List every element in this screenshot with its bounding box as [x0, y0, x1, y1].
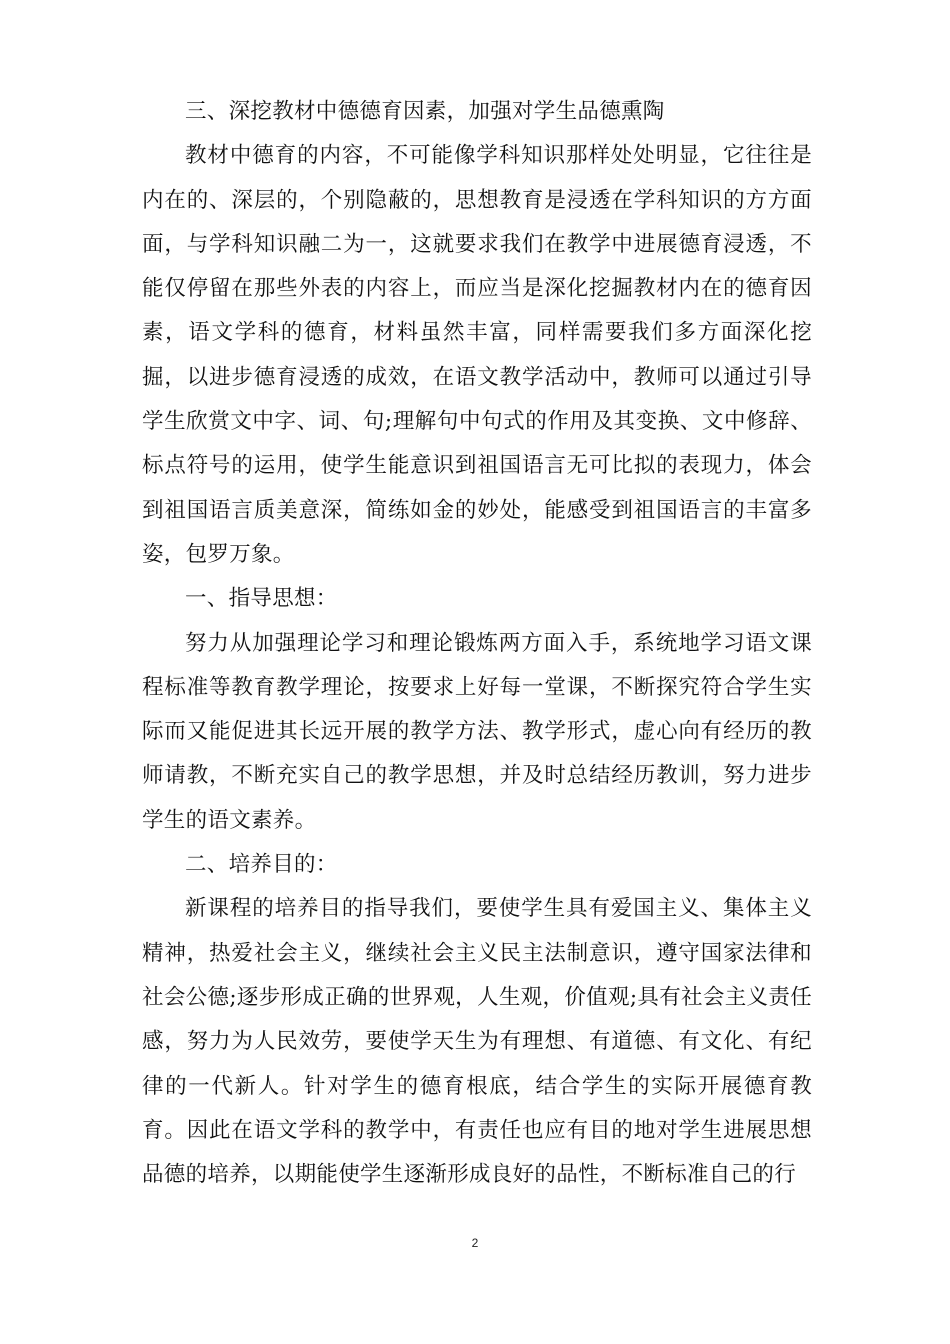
section-heading-guiding-thought: 一、指导思想：: [185, 586, 338, 612]
body-paragraph-guiding-thought: 努力从加强理论学习和理论锻炼两方面入手，系统地学习语文课程标准等教育教学理论，按要求上好每一堂课，不断探究符合学生实际而又能促进其长远开展的教学方法、教学形式，虚心向有经历的教师请教，不断充实自己的教学思想，并及时总结经历教训，努力进步学生的语文素养。: [142, 630, 812, 833]
page-number: 2: [471, 1236, 479, 1250]
body-paragraph-moral-education-content: 教材中德育的内容，不可能像学科知识那样处处明显，它往往是内在的、深层的，个别隐蔽的，思想教育是浸透在学科知识的方方面面，与学科知识融二为一，这就要求我们在教学中进展德育浸透，不能仅停留在那些外表的内容上，而应当是深化挖掘教材内在的德育因素，语文学科的德育，材料虽然丰富，同样需要我们多方面深化挖掘，以进步德育浸透的成效，在语文教学活动中，教师可以通过引导学生欣赏文中字、词、句;理解句中句式的作用及其变换、文中修辞、标点符号的运用，使学生能意识到祖国语言无可比拟的表现力，体会到祖国语言质美意深，简练如金的妙处，能感受到祖国语言的丰富多姿，包罗万象。: [142, 143, 812, 567]
section-heading-training-goal: 二、培养目的：: [185, 852, 338, 878]
document-body: [142, 90, 812, 1197]
body-paragraph-training-goal: 新课程的培养目的指导我们，要使学生具有爱国主义、集体主义精神，热爱社会主义，继续社会主义民主法制意识，遵守国家法律和社会公德;逐步形成正确的世界观，人生观，价值观;具有社会主义责任感，努力为人民效劳，要使学天生为有理想、有道德、有文化、有纪律的一代新人。针对学生的德育根底，结合学生的实际开展德育教育。因此在语文学科的教学中，有责任也应有目的地对学生进展思想品德的培养，以期能使学生逐渐形成良好的品性，不断标准自己的行: [142, 896, 812, 1188]
section-heading-deepen-moral-factors: 三、深挖教材中德德育因素，加强对学生品德熏陶: [185, 99, 665, 124]
